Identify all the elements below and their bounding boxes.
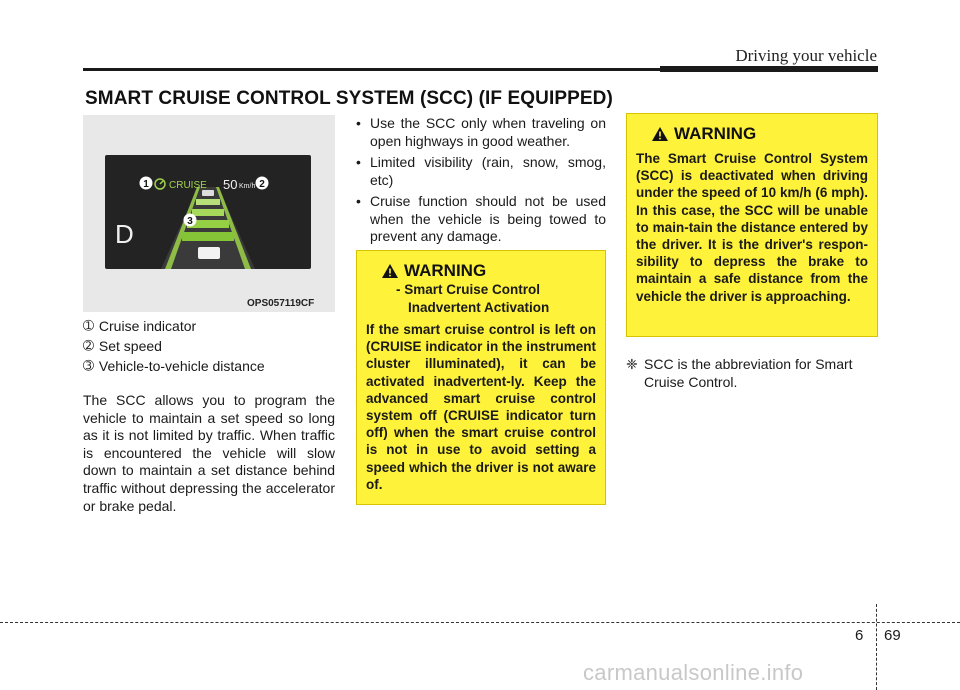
legend-label: Vehicle-to-vehicle distance <box>98 358 265 374</box>
warning-box-inadvertent <box>356 250 606 505</box>
intro-paragraph: The SCC allows you to program the vehicle to maintain a set speed so long as it is not limited by traffic. When traffic is encountered the vehicle will slow down to maintain a set distance behind traffic without depressing the accelerator or brake pedal. <box>83 392 335 514</box>
speed-unit: Km/h <box>239 183 256 190</box>
note-text: SCC is the abbreviation for Smart Cruise Control. <box>644 356 853 390</box>
header-section: Driving your vehicle <box>735 46 877 65</box>
svg-text:3: 3 <box>187 216 193 227</box>
legend-number: ➀ <box>83 318 94 333</box>
bullet-dot: • <box>356 193 361 209</box>
legend-label: Cruise indicator <box>98 318 197 334</box>
bullet-item <box>356 115 606 150</box>
abbreviation-note <box>626 356 878 391</box>
bullet-item <box>356 193 606 246</box>
page-number: 69 <box>884 627 901 644</box>
instrument-cluster <box>105 155 311 269</box>
legend-item <box>83 356 335 376</box>
cluster-graphic <box>105 155 311 269</box>
own-vehicle <box>198 247 220 259</box>
cruise-label: CRUISE <box>169 180 207 191</box>
warning-subtitle: - Smart Cruise Control Inadvertent Activation <box>396 282 550 315</box>
bullet-text: Use the SCC only when traveling on open highways in good weather. <box>370 115 606 149</box>
warning-title: WARNING <box>404 261 487 280</box>
svg-text:1: 1 <box>143 179 149 190</box>
page-title: SMART CRUISE CONTROL SYSTEM (SCC) (IF EQUIPPED) <box>85 88 613 109</box>
footer-rule <box>0 622 960 623</box>
warning-box-deactivated <box>626 113 878 337</box>
cruise-icon <box>155 179 165 189</box>
svg-text:2: 2 <box>259 179 265 190</box>
set-speed: 50 <box>223 177 238 192</box>
warning-body: If the smart cruise control is left on (CRUISE indicator in the instrument cluster illuminated), it can be activated inadvertent-ly. Keep the advanced smart cruise control system off (CRUISE indicator turn off) when the smart cruise control is not in use to avoid setting a speed which the driver is not aware of. <box>366 322 596 492</box>
bullet-text: Cruise function should not be used when the vehicle is being towed to prevent any damage. <box>370 193 606 244</box>
chapter-number: 6 <box>855 627 864 644</box>
legend-item <box>83 336 335 356</box>
note-mark: ❈ <box>626 356 638 372</box>
header-rule-accent <box>660 66 878 72</box>
gear-indicator: D <box>115 219 134 249</box>
figure-caption: OPS057119CF <box>247 298 315 309</box>
distance-bar-2 <box>192 209 224 216</box>
warning-triangle-icon <box>652 127 668 141</box>
bullet-text: Limited visibility (rain, snow, smog, etc) <box>370 154 606 188</box>
footer-divider <box>876 604 877 690</box>
warning-heading <box>652 124 868 144</box>
warning-body: The Smart Cruise Control System (SCC) is deactivated when driving under the speed of 10 km/h (6 mph). In this case, the SCC will be unable to main-tain the distance entered by the driver. It is the driver's respon-sibility to depress the brake to maintain a safe distance from the vehicle the driver is approaching. <box>636 151 868 304</box>
distance-bar-1 <box>196 199 220 205</box>
bullet-dot: • <box>356 154 361 170</box>
legend-number: ➁ <box>83 338 94 353</box>
warning-title: WARNING <box>674 124 757 143</box>
warning-heading <box>382 261 596 281</box>
legend-item <box>83 316 335 336</box>
watermark: carmanualsonline.info <box>583 660 804 685</box>
marker-2 <box>256 177 269 191</box>
bullet-item <box>356 154 606 189</box>
distance-bar-4 <box>182 232 234 241</box>
legend-label: Set speed <box>98 338 162 354</box>
column-2 <box>356 115 606 250</box>
legend-number: ➂ <box>83 358 94 373</box>
column-1 <box>83 316 335 515</box>
warning-triangle-icon <box>382 264 398 278</box>
dashboard-figure <box>83 115 335 312</box>
bullet-dot: • <box>356 115 361 131</box>
marker-1 <box>140 177 153 191</box>
